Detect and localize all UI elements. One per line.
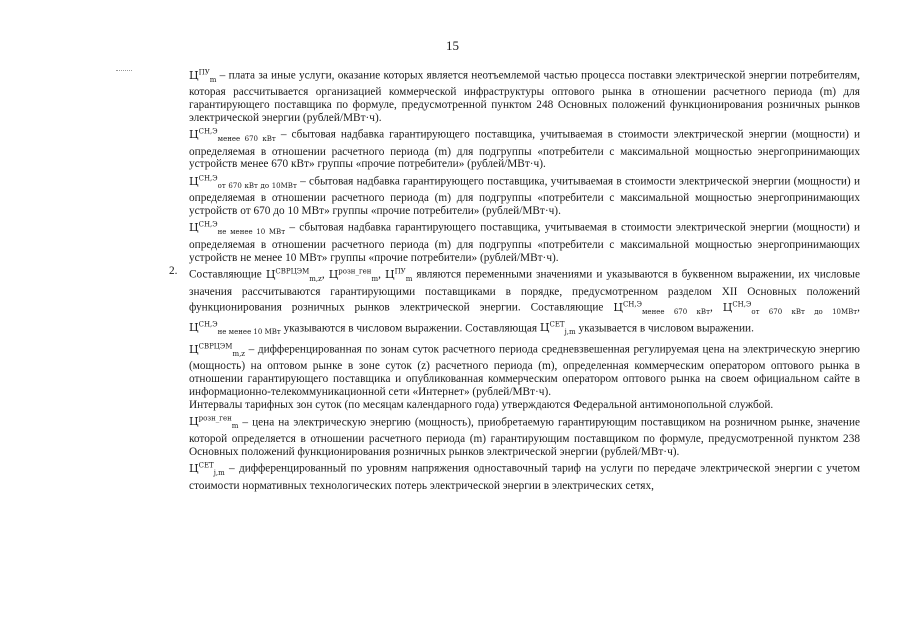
separator: , xyxy=(857,301,860,314)
formula-symbol: $Ц^{СЕТ}_{j,m}$ xyxy=(189,461,225,478)
separator: , xyxy=(321,268,329,281)
definition-rozn-gen xyxy=(189,413,860,459)
formula-symbol: $Ц^{СН,Э}_{не менее 10 МВт}$ xyxy=(189,220,286,237)
formula-symbol: $Ц^{СН,Э}_{менее 670 кВт}$ xyxy=(613,300,710,316)
formula-symbol: $Ц^{СН,Э}_{менее 670 кВт}$ xyxy=(189,127,276,144)
formula-symbol: $Ц^{СН,Э}_{от 670 кВт до 10МВт}$ xyxy=(722,300,858,316)
separator: , xyxy=(378,268,385,281)
definition-text: – сбытовая надбавка гарантирующего поставщика, учитываемая в стоимости электрической энергии (мощности) и определяемая в отношении расчетного периода (m) для подгруппы «потребители с максимальной мощностью энергопринимающих устройств не менее 10 МВт» группы «прочие потребители» (рублей/МВт·ч). xyxy=(189,222,860,264)
formula-symbol: $Ц^{СВРЦЭМ}_{m,z}$ xyxy=(189,342,245,358)
intervals-paragraph: Интервалы тарифных зон суток (по месяцам календарного года) утверждаются Федеральной антимонопольной службой. xyxy=(189,399,774,412)
margin-mark xyxy=(116,70,132,71)
formula-symbol: $Ц^{розн\_ген}_m$ xyxy=(189,414,239,431)
definition-sn-670-10 xyxy=(189,172,860,218)
formula-symbol: $Ц^{СН,Э}_{от 670 кВт до 10МВт}$ xyxy=(189,173,297,190)
formula-symbol: $Ц^{СЕТ}_{j,m}$ xyxy=(539,320,576,337)
formula-symbol: $Ц^{розн\_ген}_m$ xyxy=(328,267,379,283)
definition-text: – сбытовая надбавка гарантирующего поставщика, учитываемая в стоимости электрической энергии (мощности) и определяемая в отношении расчетного периода (m) для подгруппы «потребители с максимальной мощностью энергопринимающих устройств от 670 до 10 МВт» группы «прочие потребители» (рублей/МВт·ч). xyxy=(189,175,860,217)
list-item-2 xyxy=(169,265,861,339)
definition-text: – сбытовая надбавка гарантирующего поставщика, учитываемая в стоимости электрической энергии (мощности) и определяемая в отношении расчетного периода (m) для подгруппы «потребители с максимальной мощностью энергопринимающих устройств менее 670 кВт» группы «прочие потребители» (рублей/МВт·ч). xyxy=(189,128,860,171)
definition-pu xyxy=(189,66,860,124)
separator: , xyxy=(709,301,723,314)
item-text: указывается в числовом выражении. xyxy=(575,322,754,335)
formula-symbol: $Ц^{СВРЦЭМ}_{m,z}$ xyxy=(265,267,322,283)
definition-sn-not-less-10 xyxy=(189,218,860,264)
item-text: Составляющие xyxy=(189,268,266,281)
formula-symbol: $Ц^{ПУ}_m$ xyxy=(189,68,217,84)
definition-text: – дифференцированный по уровням напряжения одноставочный тариф на услуги по передаче электрической энергии с учетом стоимости нормативных технологических потерь электрической энергии в электрических сетях, xyxy=(189,463,860,492)
definition-svrcem xyxy=(189,340,860,398)
item-text: указываются в числовом выражении. Составляющая xyxy=(280,322,540,335)
definition-set xyxy=(189,459,860,492)
list-number: 2. xyxy=(169,265,178,278)
formula-symbol: $Ц^{СН,Э}_{не менее 10 МВт}$ xyxy=(189,320,281,337)
item-text: являются переменными значениями и указываются в буквенном выражении, их числовые значения рассчитываются гарантирующими поставщиками в порядке, предусмотренном разделом XII Основных положений функционирования розничных рынков электрической энергии. Составляющие xyxy=(189,268,861,314)
document-body xyxy=(169,66,861,493)
definition-sn-less-670 xyxy=(189,125,860,171)
definition-text: – плата за иные услуги, оказание которых является неотъемлемой частью процесса поставки электрической энергии потребителям, которая рассчитывается организацией коммерческой инфраструктуры оптового рынка в отношении расчетного периода (m) для гарантирующего поставщика по формуле, предусмотренной пунктом 248 Основных положений функционирования розничных рынков электрической энергии (рублей/МВт·ч). xyxy=(189,69,860,124)
page-number: 15 xyxy=(446,38,459,53)
definition-text: – цена на электрическую энергию (мощность), приобретаемую гарантирующим поставщиком на розничном рынке, значение которой определяется в отношении расчетного периода (m) гарантирующим поставщиком по формуле, предусмотренной пунктом 238 Основных положений функционирования розничных рынков электрической энергии (рублей/МВт·ч). xyxy=(189,416,860,458)
definition-text: – дифференцированная по зонам суток расчетного периода средневзвешенная регулируемая цена на электрическую энергию (мощность) на оптовом рынке в зоне суток (z) расчетного периода (m), определенная коммерческим оператором оптового рынка в отношении гарантирующего поставщика и опубликованная коммерческим оператором оптового рынка на своем официальном сайте в информационно-телекоммуникационной сети «Интернет» (рублей/МВт·ч). xyxy=(189,343,860,398)
formula-symbol: $Ц^{ПУ}_m$ xyxy=(384,267,413,283)
